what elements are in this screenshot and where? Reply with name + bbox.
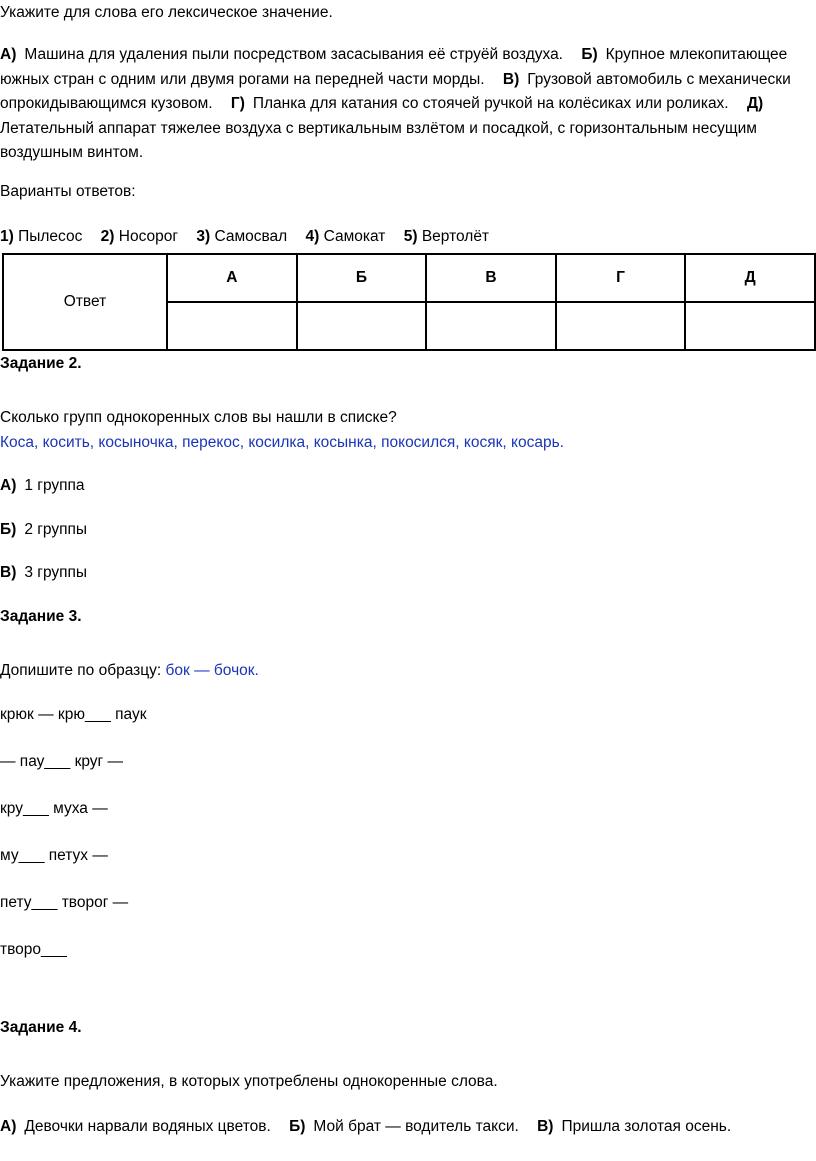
task4-title: Задание 4. (0, 1019, 82, 1036)
variant-num: 5) (403, 228, 418, 245)
answer-cell-d[interactable] (685, 302, 815, 350)
option-key: А) (0, 477, 17, 494)
variants-label: Варианты ответов: (0, 183, 136, 200)
variant-text: Самокат (323, 228, 386, 245)
definition-text: Грузовой автомобиль с механически опрокидывающимся кузовом. (0, 70, 791, 112)
task3-line-5: пету___ творог — (0, 894, 129, 911)
answer-header-a: А (167, 254, 297, 302)
option-key: Б) (289, 1118, 306, 1135)
task3-title: Задание 3. (0, 608, 82, 625)
variant-num: 4) (305, 228, 320, 245)
answer-header-b: Б (297, 254, 427, 302)
definition-key: В) (502, 70, 520, 88)
answer-cell-g[interactable] (556, 302, 686, 350)
task3-line-2: — пау___ круг — (0, 753, 124, 770)
variants-list (0, 225, 489, 249)
answer-header-v: В (426, 254, 556, 302)
answer-row-label: Ответ (3, 254, 167, 350)
task3-instruction-line (0, 659, 259, 683)
task4-options (0, 1115, 731, 1139)
option-key: А) (0, 1118, 17, 1135)
task2-title: Задание 2. (0, 355, 82, 372)
option-text: 1 группа (24, 477, 85, 494)
task3-example: бок — бочок. (165, 662, 259, 679)
task2-option-b (0, 518, 87, 542)
variant-num: 3) (196, 228, 211, 245)
task3-line-6: творо___ (0, 941, 67, 958)
task3-line-1: крюк — крю___ паук (0, 706, 147, 723)
answer-cell-a[interactable] (167, 302, 297, 350)
task1-instruction: Укажите для слова его лексическое значение. (0, 4, 333, 21)
option-key: В) (0, 564, 17, 581)
option-text: 3 группы (24, 564, 88, 581)
definition-key: Б) (581, 46, 598, 63)
task3-line-4: му___ петух — (0, 847, 108, 864)
variant-num: 2) (100, 228, 115, 245)
variant-text: Самосвал (214, 228, 288, 245)
option-text: Девочки нарвали водяных цветов. (24, 1118, 271, 1135)
variant-text: Вертолёт (421, 228, 490, 245)
definition-text: Летательный аппарат тяжелее воздуха с вертикальным взлётом и посадкой, с горизонтальным несущим воздушным винтом. (0, 119, 757, 161)
definition-text: Планка для катания со стоячей ручкой на колёсиках или роликах. (252, 95, 729, 112)
definition-key: А) (0, 46, 17, 63)
definition-key: Г) (230, 95, 245, 112)
task4-instruction: Укажите предложения, в которых употреблены однокоренные слова. (0, 1073, 498, 1090)
option-text: 2 группы (24, 521, 88, 538)
answer-cell-v[interactable] (426, 302, 556, 350)
variant-text: Носорог (118, 228, 179, 245)
task2-words: Коса, косить, косыночка, перекос, косилка, косынка, покосился, косяк, косарь. (0, 434, 564, 451)
task2-option-v (0, 561, 87, 585)
variant-num: 1) (0, 228, 14, 245)
answer-header-g: Г (556, 254, 686, 302)
task2-question: Сколько групп однокоренных слов вы нашли в списке? (0, 409, 397, 426)
task2-option-a (0, 474, 85, 498)
answer-header-d: Д (685, 254, 815, 302)
definition-key: Д) (746, 95, 764, 112)
definition-text: Машина для удаления пыли посредством засасывания её струёй воздуха. (24, 46, 563, 63)
variant-text: Пылесос (18, 228, 83, 245)
option-text: Пришла золотая осень. (561, 1118, 732, 1135)
answer-table (2, 253, 816, 351)
option-key: Б) (0, 521, 17, 538)
option-key: В) (537, 1118, 554, 1135)
task1-definitions (0, 43, 814, 166)
task3-instruction: Допишите по образцу: (0, 662, 162, 679)
answer-cell-b[interactable] (297, 302, 427, 350)
task3-line-3: кру___ муха — (0, 800, 108, 817)
definition-text: Крупное млекопитающее южных стран с одним или двумя рогами на передней части морды. (0, 46, 788, 88)
option-text: Мой брат — водитель такси. (313, 1118, 519, 1135)
